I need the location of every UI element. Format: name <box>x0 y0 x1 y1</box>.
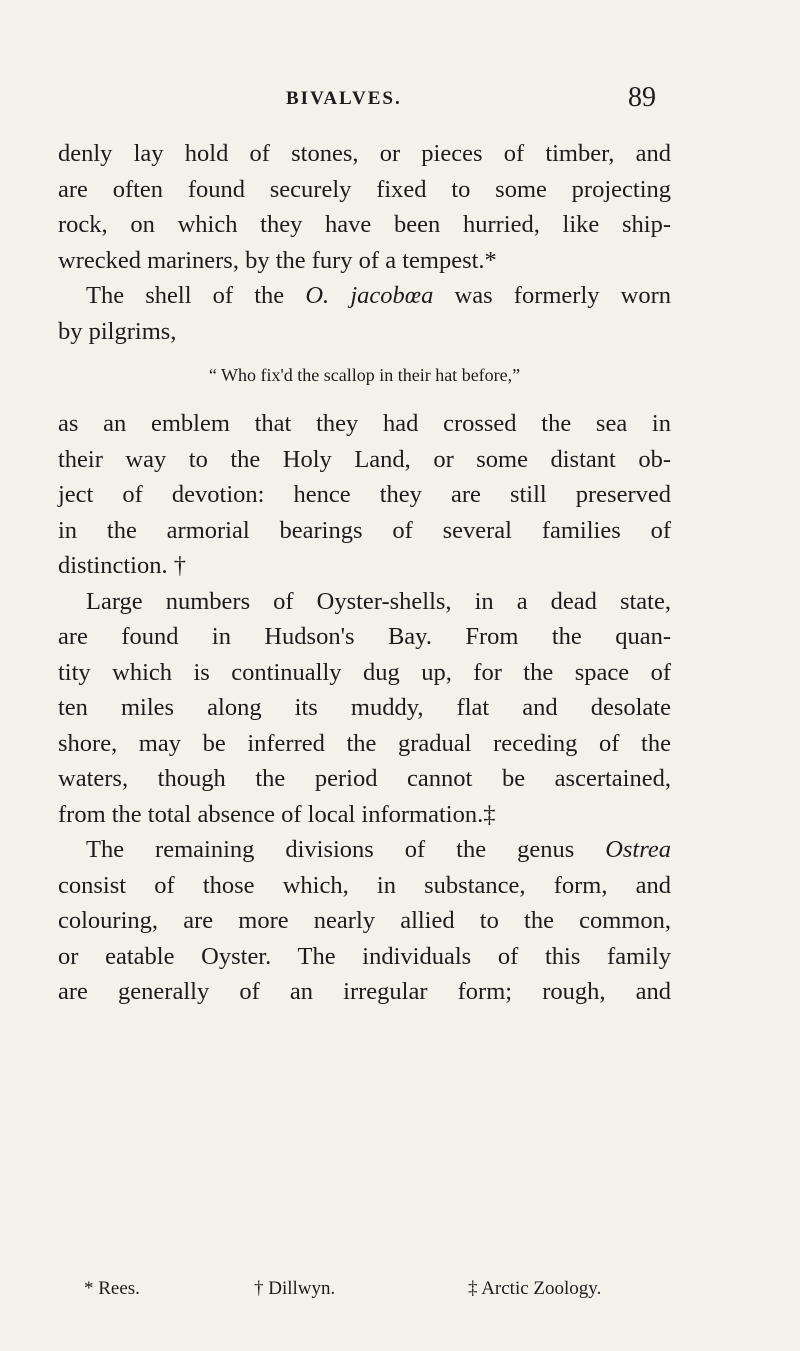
text-run: was formerly worn <box>433 282 672 309</box>
text-line: ject of devotion: hence they are still preserved <box>58 481 671 508</box>
text-line <box>58 278 671 314</box>
footnote: ‡ Arctic Zoology. <box>468 1278 602 1299</box>
text-line: are generally of an irregular form; rough, and <box>58 978 671 1005</box>
text-line <box>58 832 671 868</box>
text-line: ten miles along its muddy, flat and desolate <box>58 694 671 721</box>
text-line: wrecked mariners, by the fury of a tempest.* <box>58 246 497 274</box>
text-run: The remaining divisions of the genus <box>86 836 606 863</box>
text-line: colouring, are more nearly allied to the common, <box>58 907 671 934</box>
species-name: O. jacobœa <box>305 282 434 309</box>
text-line: from the total absence of local information.‡ <box>58 800 496 828</box>
text-line: denly lay hold of stones, or pieces of timber, and <box>58 140 671 167</box>
text-line: rock, on which they have been hurried, like ship- <box>58 211 671 238</box>
text-line: waters, though the period cannot be ascertained, <box>58 765 671 792</box>
footnote: † Dillwyn. <box>254 1278 336 1299</box>
running-title: BIVALVES. <box>286 88 402 109</box>
text-line: consist of those which, in substance, form, and <box>58 871 671 899</box>
footnote: * Rees. <box>84 1278 140 1299</box>
text-line: in the armorial bearings of several families of <box>58 516 671 544</box>
footnotes <box>84 1278 704 1308</box>
text-line: shore, may be inferred the gradual receding of the <box>58 729 671 757</box>
text-line: Large numbers of Oyster-shells, in a dead state, <box>86 587 671 615</box>
text-line: distinction. † <box>58 552 186 579</box>
text-line: as an emblem that they had crossed the sea in <box>58 410 671 437</box>
page-number: 89 <box>628 82 656 113</box>
text-run: The shell of the <box>86 282 306 309</box>
verse-quote: “ Who fix'd the scallop in their hat before,” <box>208 365 521 385</box>
running-head <box>0 82 800 112</box>
text-line: or eatable Oyster. The individuals of this family <box>58 942 671 970</box>
text-line: are often found securely fixed to some projecting <box>58 175 671 203</box>
body-text <box>58 136 671 1010</box>
text-line: by pilgrims, <box>58 317 177 345</box>
genus-name: Ostrea <box>605 836 671 863</box>
text-line: tity which is continually dug up, for the space of <box>58 658 671 686</box>
text-line: are found in Hudson's Bay. From the quan- <box>58 623 671 650</box>
text-line: their way to the Holy Land, or some distant ob- <box>58 445 671 473</box>
